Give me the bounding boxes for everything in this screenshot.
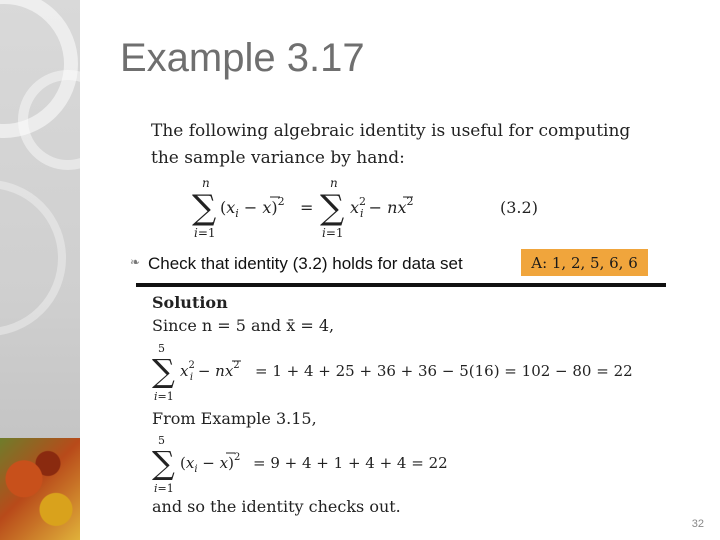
bullet-icon: ❧ xyxy=(130,255,141,269)
conclusion-line: and so the identity checks out. xyxy=(152,497,401,516)
equation-1-rhs: = 1 + 4 + 25 + 36 + 36 − 5(16) = 102 − 80 = 22 xyxy=(255,362,633,380)
slide-title: Example 3.17 xyxy=(120,36,365,80)
intro-line-1: The following algebraic identity is useful for computing xyxy=(151,121,631,141)
svg-text:∑: ∑ xyxy=(152,352,175,390)
svg-text:(xi − x)2: $(x_i - x)^2$ xyxy=(220,195,285,220)
dataset-highlight: A: 1, 2, 5, 6, 6 xyxy=(521,249,648,276)
identity-formula xyxy=(190,175,590,240)
intro-text xyxy=(151,118,671,172)
formula-number: (3.2) xyxy=(500,198,538,217)
svg-text:(xi − x)2: $(x_i - x)^2$ xyxy=(180,452,241,475)
autumn-leaves-image xyxy=(0,438,80,540)
svg-text:x2i − nx2: $x^2$ $i - nx^2$ xyxy=(180,360,240,383)
decorative-sidebar xyxy=(0,0,80,540)
page-number: 32 xyxy=(691,518,704,530)
svg-text:∑: ∑ xyxy=(152,444,175,482)
svg-text:5: 5 xyxy=(158,342,165,355)
svg-text:i=1: i=1 xyxy=(154,482,174,494)
svg-text:n: n xyxy=(202,176,210,190)
svg-text:x2i − nx2: $x^2$ $i - nx^2$ xyxy=(350,195,414,220)
solution-title: Solution xyxy=(152,293,228,312)
svg-text:=: = xyxy=(300,198,314,217)
svg-text:n: n xyxy=(330,176,338,190)
svg-text:i=1: i=1 xyxy=(194,226,216,240)
intro-line-2: the sample variance by hand: xyxy=(151,148,405,168)
bullet-item xyxy=(130,253,690,279)
equation-1 xyxy=(150,340,650,402)
svg-text:i=1: i=1 xyxy=(154,390,174,402)
equation-2-rhs: = 9 + 4 + 1 + 4 + 4 = 22 xyxy=(253,454,448,472)
svg-text:5: 5 xyxy=(158,434,165,447)
svg-text:∑: ∑ xyxy=(320,188,345,228)
divider-line xyxy=(136,283,666,287)
svg-text:∑: ∑ xyxy=(192,188,217,228)
from-example-line: From Example 3.15, xyxy=(152,409,317,428)
equation-2 xyxy=(150,432,470,494)
bullet-text: Check that identity (3.2) holds for data set xyxy=(148,254,463,273)
svg-text:i=1: i=1 xyxy=(322,226,344,240)
solution-line-1: Since n = 5 and x̄ = 4, xyxy=(152,316,335,335)
decorative-ring xyxy=(0,180,66,336)
